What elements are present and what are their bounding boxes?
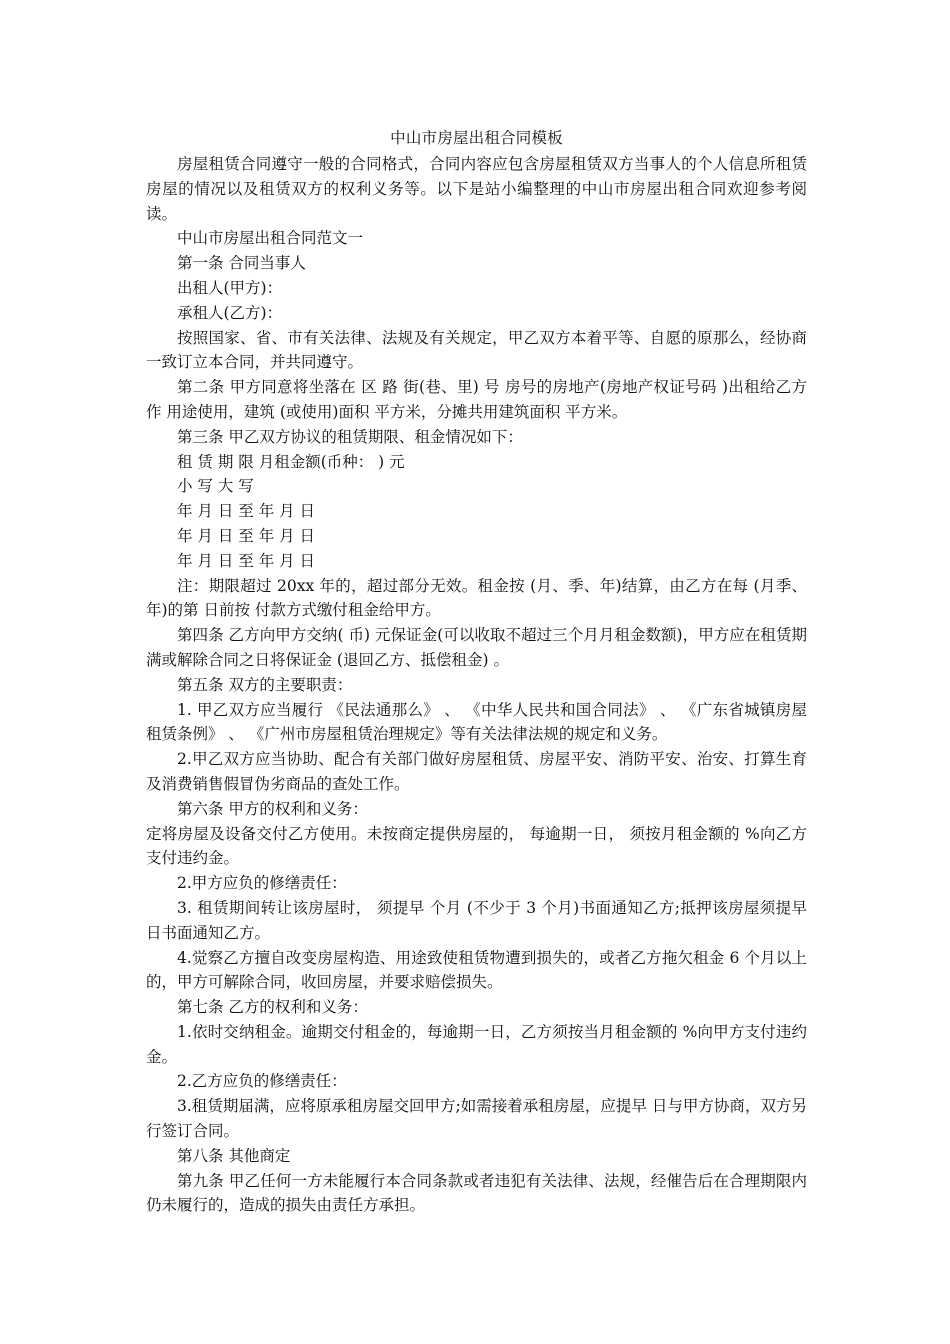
paragraph: 第六条 甲方的权利和义务： xyxy=(177,799,368,818)
paragraph: 第一条 合同当事人 xyxy=(177,254,306,273)
paragraph: 按照国家、省、市有关法律、法规及有关规定，甲乙双方本着平等、自愿的原那么，经协商一致订立本合同，并共同遵守。 xyxy=(146,328,807,372)
paragraph: 第二条 甲方同意将坐落在 区 路 街(巷、里) 号 房号的房地产(房地产权证号码 )出租给乙方作 用途使用，建筑 (或使用)面积 平方米，分摊共用建筑面积 平方米。 xyxy=(146,378,807,421)
paragraph: 注：期限超过 20xx 年的，超过部分无效。租金按 (月、季、年)结算，由乙方在每 (月季、年)的第 日前按 付款方式缴付租金给甲方。 xyxy=(146,576,807,620)
paragraph: 年 月 日 至 年 月 日 xyxy=(177,526,316,545)
paragraph: 小 写 大 写 xyxy=(177,477,254,496)
paragraph: 第七条 乙方的权利和义务： xyxy=(177,998,368,1017)
paragraph: 3.租赁期届满，应将原承租房屋交回甲方;如需接着承租房屋，应提早 日与甲方协商，双方另行签订合同。 xyxy=(146,1097,807,1141)
paragraph: 1. 甲乙双方应当履行 《民法通那么》 、 《中华人民共和国合同法》 、 《广东省城镇房屋租赁条例》 、 《广州市房屋租赁治理规定》等有关法律法规的规定和义务。 xyxy=(146,700,807,744)
paragraph: 1.依时交纳租金。逾期交付租金的，每逾期一日，乙方须按当月租金额的 %向甲方支付违约金。 xyxy=(146,1022,807,1066)
paragraph: 租 赁 期 限 月租金额(币种： ) 元 xyxy=(177,452,405,471)
paragraph: 第三条 甲乙双方协议的租赁期限、租金情况如下： xyxy=(177,427,523,446)
paragraph: 出租人(甲方)： xyxy=(177,278,283,297)
paragraph: 第五条 双方的主要职责： xyxy=(177,675,353,694)
paragraph: 4.觉察乙方擅自改变房屋构造、用途致使租赁物遭到损失的，或者乙方拖欠租金 6 个月以上的，甲方可解除合同，收回房屋，并要求赔偿损失。 xyxy=(146,948,807,992)
document-title: 中山市房屋出租合同模板 xyxy=(390,129,563,147)
document-page xyxy=(146,128,807,1218)
paragraph: 年 月 日 至 年 月 日 xyxy=(177,551,316,570)
paragraph: 年 月 日 至 年 月 日 xyxy=(177,502,316,521)
paragraph: 3. 租赁期间转让该房屋时， 须提早 个月 (不少于 3 个月)书面通知乙方;抵押该房屋须提早 日书面通知乙方。 xyxy=(146,898,807,942)
document-body xyxy=(146,152,807,1218)
paragraph: 中山市房屋出租合同范文一 xyxy=(177,229,364,248)
paragraph: 2.甲方应负的修缮责任： xyxy=(177,874,347,893)
paragraph: 定将房屋及设备交付乙方使用。未按商定提供房屋的， 每逾期一日， 须按月租金额的 %向乙方支付违约金。 xyxy=(146,824,807,868)
paragraph: 第四条 乙方向甲方交纳( 币) 元保证金(可以收取不超过三个月月租金数额)，甲方应在租赁期满或解除合同之日将保证金 (退回乙方、抵偿租金) 。 xyxy=(146,626,807,669)
paragraph: 第八条 其他商定 xyxy=(177,1146,291,1165)
paragraph: 承租人(乙方)： xyxy=(177,303,283,322)
paragraph: 2.乙方应负的修缮责任： xyxy=(177,1072,347,1091)
paragraph: 2.甲乙双方应当协助、配合有关部门做好房屋租赁、房屋平安、消防平安、治安、打算生育及消费销售假冒伪劣商品的查处工作。 xyxy=(146,750,807,793)
paragraph: 第九条 甲乙任何一方未能履行本合同条款或者违犯有关法律、法规，经催告后在合理期限内仍未履行的，造成的损失由责任方承担。 xyxy=(146,1171,807,1215)
paragraph: 房屋租赁合同遵守一般的合同格式，合同内容应包含房屋租赁双方当事人的个人信息所租赁房屋的情况以及租赁双方的权利义务等。以下是站小编整理的中山市房屋出租合同欢迎参考阅读。 xyxy=(146,155,807,223)
